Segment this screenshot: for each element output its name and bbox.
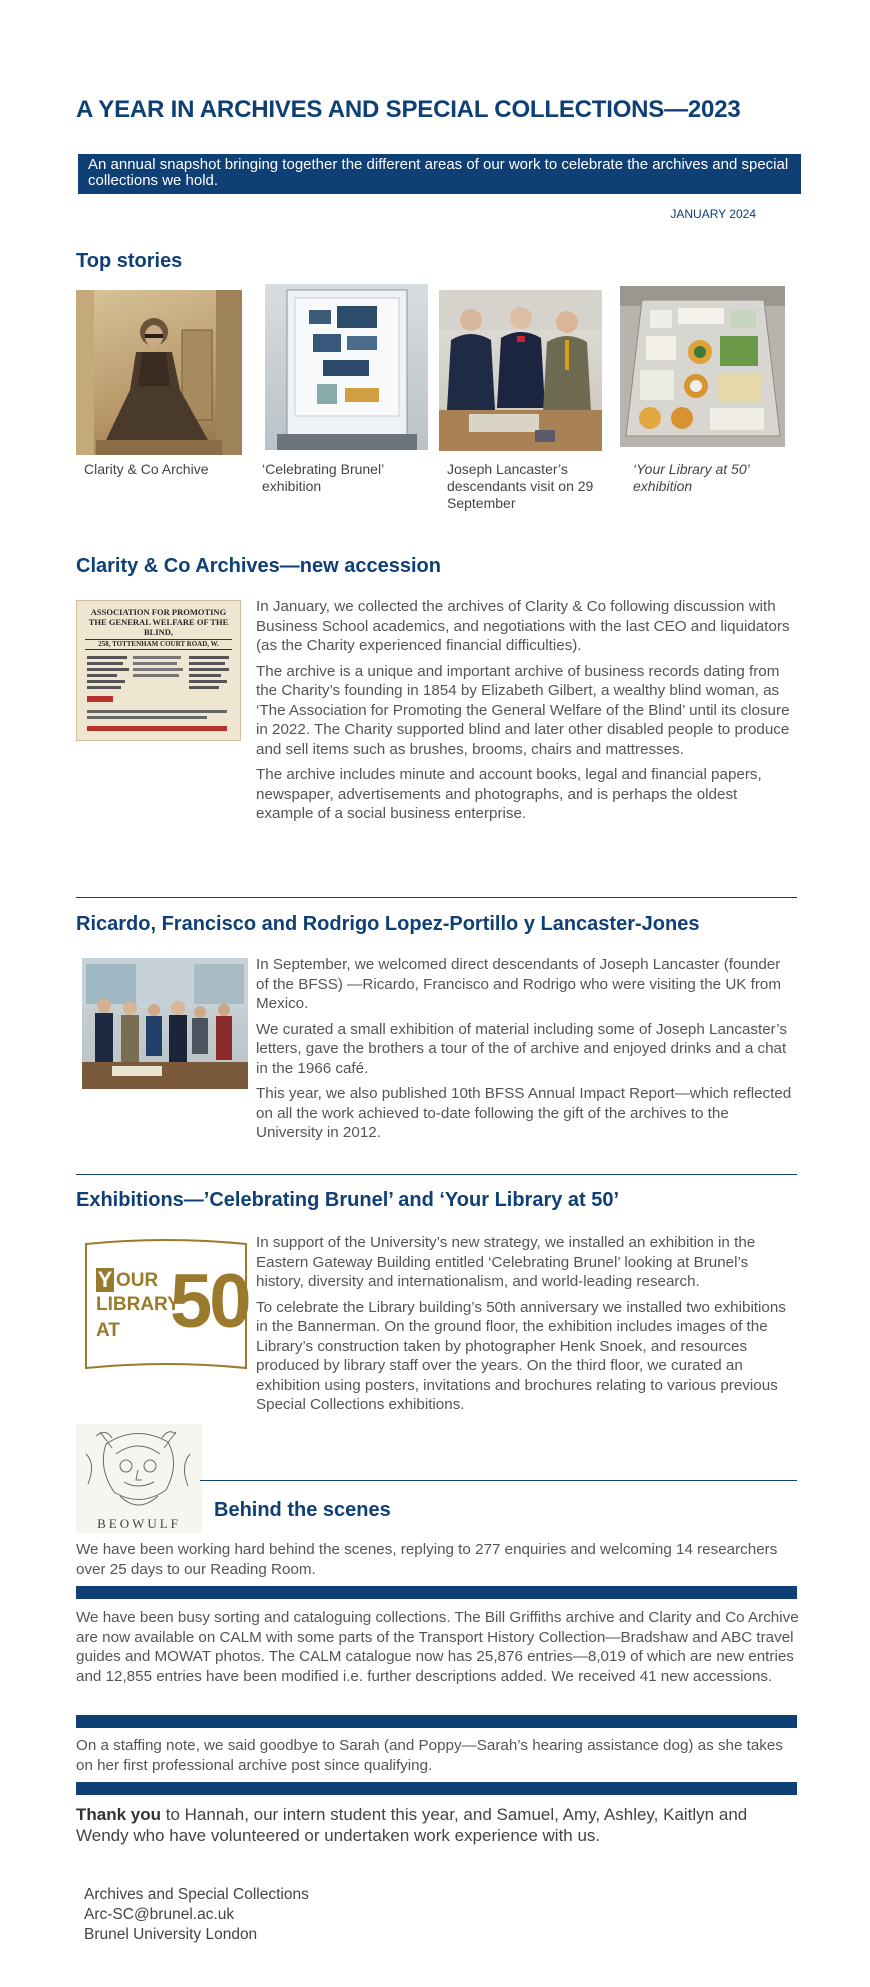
footer-university: Brunel University London bbox=[84, 1926, 258, 1943]
exhibitions-paragraph-1: In support of the University’s new strategy, we installed an exhibition in the Eastern Gateway Building entitled ‘Celebrating Brunel’ looking at Brunel’s history, diversity and internationalism, and world-leading research. bbox=[256, 1234, 756, 1290]
section-divider-3 bbox=[200, 1480, 797, 1481]
section-divider-2 bbox=[76, 1174, 797, 1175]
logo-word-our: OUR bbox=[116, 1270, 159, 1291]
clarity-paragraph-2: The archive is a unique and important archive of business records dating from the Charity’s founding in 1854 by Elizabeth Gilbert, a wealthy blind woman, as ‘The Association for Promoting the General Welfare of the Blind’ until its closure in 2022. The Charity supported blind and later other disabled people to produce and sell items such as brushes, brooms, chairs and mattresses. bbox=[256, 662, 790, 758]
group-photo-illustration bbox=[82, 958, 248, 1089]
logo-letter-y: Y bbox=[97, 1267, 113, 1292]
footer-email-link[interactable]: Arc-SC@brunel.ac.uk bbox=[84, 1906, 235, 1923]
exhibition-table-illustration bbox=[620, 286, 785, 447]
top-stories-heading: Top stories bbox=[76, 250, 183, 272]
intro-banner: An annual snapshot bringing together the different areas of our work to celebrate the archives and special collections we hold. bbox=[78, 154, 801, 194]
display-case-illustration bbox=[265, 284, 428, 450]
story-caption-1: Clarity & Co Archive bbox=[84, 461, 209, 477]
clarity-body bbox=[256, 597, 796, 830]
beowulf-sketch-illustration bbox=[76, 1424, 202, 1516]
divider-bar-3 bbox=[76, 1782, 797, 1795]
issue-date: JANUARY 2024 bbox=[670, 207, 756, 221]
clarity-poster-image[interactable] bbox=[76, 600, 241, 741]
lancaster-group-photo[interactable] bbox=[82, 958, 248, 1089]
lancaster-paragraph-1: In September, we welcomed direct descendants of Joseph Lancaster (founder of the BFSS) —Ricardo, Francisco and Rodrigo who were visiting the UK from Mexico. bbox=[256, 956, 782, 1012]
story-caption-4: ‘Your Library at 50’ exhibition bbox=[633, 461, 749, 494]
clarity-paragraph-3: The archive includes minute and account books, legal and financial papers, newspaper, advertisements and photographs, and is perhaps the oldest example of a social business enterprise. bbox=[256, 766, 762, 822]
your-library-at-50-logo[interactable] bbox=[84, 1238, 248, 1374]
story-caption-3: Joseph Lancaster’s descendants visit on 29 September bbox=[447, 461, 594, 511]
lancaster-body bbox=[256, 955, 796, 1149]
poster-address: 258, TOTTENHAM COURT ROAD, W. bbox=[85, 639, 232, 650]
behind-paragraph-1: We have been working hard behind the scenes, replying to 277 enquiries and welcoming 14 researchers over 25 days to our Reading Room. bbox=[76, 1541, 778, 1578]
beowulf-illustration[interactable] bbox=[76, 1424, 202, 1534]
thanks-text: to Hannah, our intern student this year, and Samuel, Amy, Ashley, Kaitlyn and Wendy who have volunteered or undertaken work experience with us. bbox=[76, 1805, 748, 1845]
clarity-heading: Clarity & Co Archives—new accession bbox=[76, 555, 441, 577]
story-image-clarity-archive[interactable] bbox=[76, 290, 242, 455]
behind-the-scenes-heading: Behind the scenes bbox=[214, 1499, 391, 1521]
story-caption-2: ‘Celebrating Brunel’ exhibition bbox=[262, 461, 384, 494]
lancaster-paragraph-3: This year, we also published 10th BFSS Annual Impact Report—which reflected on all the work achieved to-date following the gift of the archives to the University in 2012. bbox=[256, 1085, 792, 1141]
lancaster-heading: Ricardo, Francisco and Rodrigo Lopez-Portillo y Lancaster-Jones bbox=[76, 913, 700, 935]
footer-contact bbox=[84, 1885, 309, 1945]
poster-text-block-illustration bbox=[77, 652, 240, 741]
thanks-bold: Thank you bbox=[76, 1805, 162, 1824]
clarity-paragraph-1: In January, we collected the archives of Clarity & Co following discussion with Business School academics, and negotiations with the last CEO and liquidators (as the Charity experienced financial difficulties). bbox=[256, 598, 790, 654]
exhibitions-heading: Exhibitions—’Celebrating Brunel’ and ‘Your Library at 50’ bbox=[76, 1189, 620, 1211]
lancaster-paragraph-2: We curated a small exhibition of material including some of Joseph Lancaster’s letters, gave the brothers a tour of the of archive and enjoyed drinks and a chat in the 1966 café. bbox=[256, 1020, 787, 1077]
behind-paragraph-3: On a staffing note, we said goodbye to Sarah (and Poppy—Sarah’s hearing assistance dog) as she takes on her first professional archive post since qualifying. bbox=[76, 1737, 783, 1774]
logo-word-at: AT bbox=[96, 1320, 120, 1341]
exhibitions-body bbox=[256, 1233, 796, 1421]
beowulf-caption: BEOWULF bbox=[97, 1516, 181, 1531]
poster-title: ASSOCIATION FOR PROMOTING THE GENERAL WELFARE OF THE BLIND, bbox=[88, 607, 229, 637]
story-image-lancaster-visit[interactable] bbox=[439, 290, 602, 451]
behind-paragraph-2: We have been busy sorting and cataloguing collections. The Bill Griffiths archive and Clarity and Co Archive are now available on CALM with some parts of the Transport History Collection—Bradshaw and ABC travel guides and MOWAT photos. The CALM catalogue now has 25,876 entries—8,019 of which are new entries and 12,855 entries have been modified i.e. further descriptions added. We received 41 new accessions. bbox=[76, 1609, 799, 1685]
divider-bar-2 bbox=[76, 1715, 797, 1728]
three-visitors-illustration bbox=[439, 290, 602, 451]
section-divider-1 bbox=[76, 897, 797, 898]
footer-department: Archives and Special Collections bbox=[84, 1886, 309, 1903]
story-image-library-at-50[interactable] bbox=[620, 286, 785, 447]
page-title: A YEAR IN ARCHIVES AND SPECIAL COLLECTIONS—2023 bbox=[76, 96, 741, 123]
thanks-message bbox=[76, 1804, 800, 1846]
divider-bar-1 bbox=[76, 1586, 797, 1599]
exhibitions-paragraph-2: To celebrate the Library building’s 50th anniversary we installed two exhibitions in the Bannerman. On the ground floor, the exhibition includes images of the Library’s construction taken by photographer Henk Snoek, and resources produced by library staff over the years. On the third floor, we curated an exhibition using posters, invitations and brochures relating to various previous Special Collections exhibitions. bbox=[256, 1298, 786, 1413]
logo-number-50: 50 bbox=[170, 1259, 249, 1344]
victorian-portrait-illustration bbox=[76, 290, 242, 455]
logo-word-library: LIBRARY bbox=[96, 1294, 180, 1315]
story-image-celebrating-brunel[interactable] bbox=[265, 284, 428, 450]
